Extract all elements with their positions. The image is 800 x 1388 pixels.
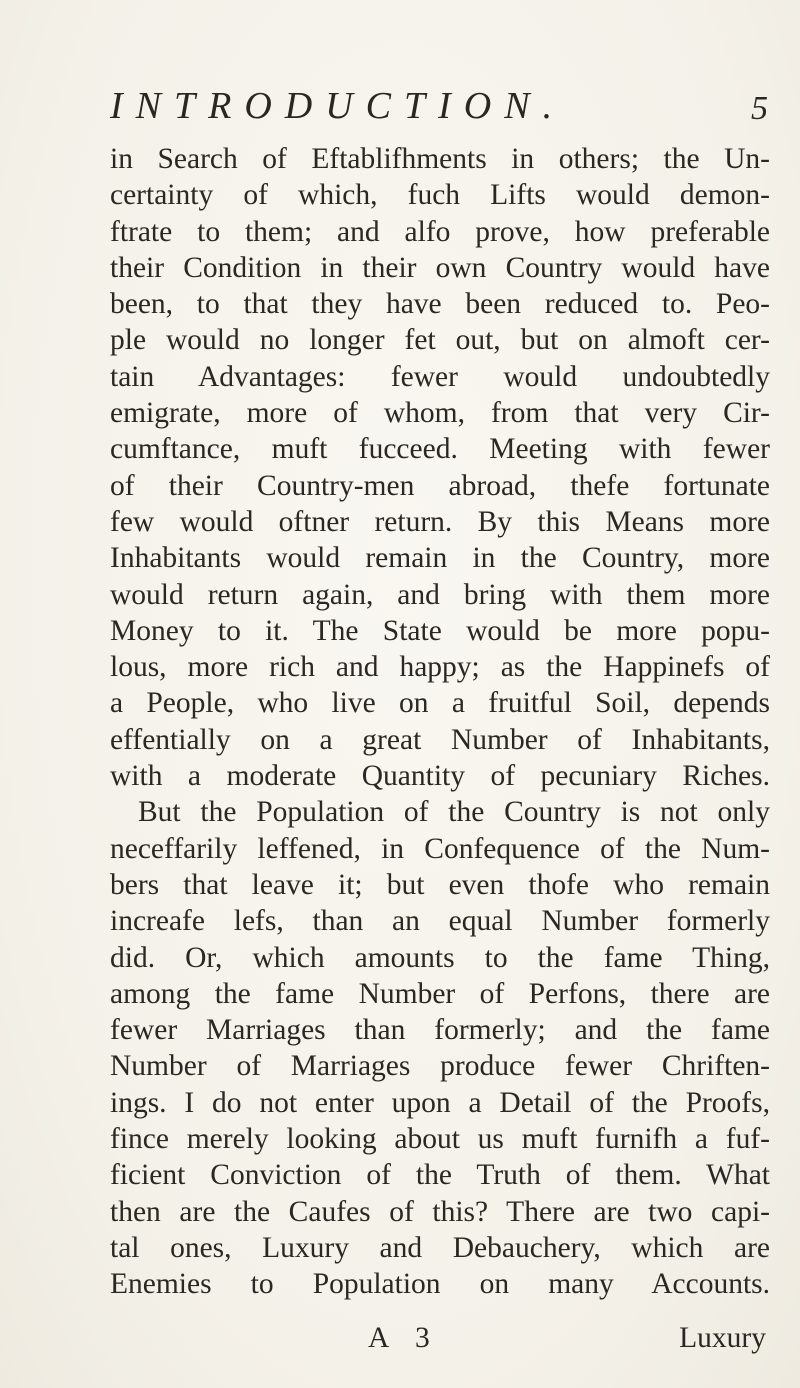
text-line: tain Advantages: fewer would undoubtedly (110, 360, 770, 393)
text-line: with a moderate Quantity of pecuniary Riches. (110, 760, 770, 793)
text-line: Number of Marriages produce fewer Chriften- (110, 1050, 770, 1083)
text-line: ficient Conviction of the Truth of them. What (110, 1159, 770, 1192)
page-header (110, 84, 770, 134)
text-line: tal ones, Luxury and Debauchery, which are (110, 1231, 770, 1264)
text-line: certainty of which, fuch Lifts would demon- (110, 179, 770, 212)
catchword: Luxury (679, 1322, 766, 1354)
text-line: of their Country-men abroad, thefe fortunate (110, 469, 770, 502)
body-text (110, 141, 770, 1303)
page-footer (110, 1322, 770, 1358)
text-line: ings. I do not enter upon a Detail of the Proofs, (110, 1086, 770, 1119)
text-line: lous, more rich and happy; as the Happinefs of (110, 651, 770, 684)
running-head: INTRODUCTION. (110, 85, 566, 127)
text-line: then are the Caufes of this? There are two capi- (110, 1195, 770, 1228)
text-line: neceffarily leffened, in Confequence of the Num- (110, 832, 770, 865)
text-line: a People, who live on a fruitful Soil, depends (110, 687, 770, 720)
text-line: ple would no longer fet out, but on almoft cer- (110, 324, 770, 357)
text-line: few would oftner return. By this Means more (110, 505, 770, 538)
text-line: emigrate, more of whom, from that very Cir- (110, 397, 770, 430)
text-line-paragraph-start: But the Population of the Country is not only (138, 796, 770, 829)
text-line: cumftance, muft fucceed. Meeting with fewer (110, 433, 770, 466)
text-line: would return again, and bring with them more (110, 578, 770, 611)
text-line: Money to it. The State would be more popu- (110, 614, 770, 647)
page-number: 5 (751, 90, 768, 127)
text-line: in Search of Eftablifhments in others; the Un- (110, 143, 770, 175)
text-line: bers that leave it; but even thofe who remain (110, 868, 770, 901)
text-line: did. Or, which amounts to the fame Thing, (110, 941, 770, 974)
text-line: increafe lefs, than an equal Number formerly (110, 905, 770, 938)
text-line: Enemies to Population on many Accounts. (110, 1268, 770, 1301)
text-line: been, to that they have been reduced to. Peo- (110, 288, 770, 321)
text-line: fewer Marriages than formerly; and the fame (110, 1014, 770, 1047)
text-line: Inhabitants would remain in the Country, more (110, 542, 770, 575)
text-line: their Condition in their own Country would have (110, 251, 770, 284)
text-line: fince merely looking about us muft furnifh a fuf- (110, 1123, 770, 1156)
signature-mark: A 3 (368, 1322, 440, 1354)
text-line: among the fame Number of Perfons, there are (110, 977, 770, 1010)
text-line: effentially on a great Number of Inhabitants, (110, 723, 770, 756)
text-line: ftrate to them; and alfo prove, how preferable (110, 215, 770, 248)
